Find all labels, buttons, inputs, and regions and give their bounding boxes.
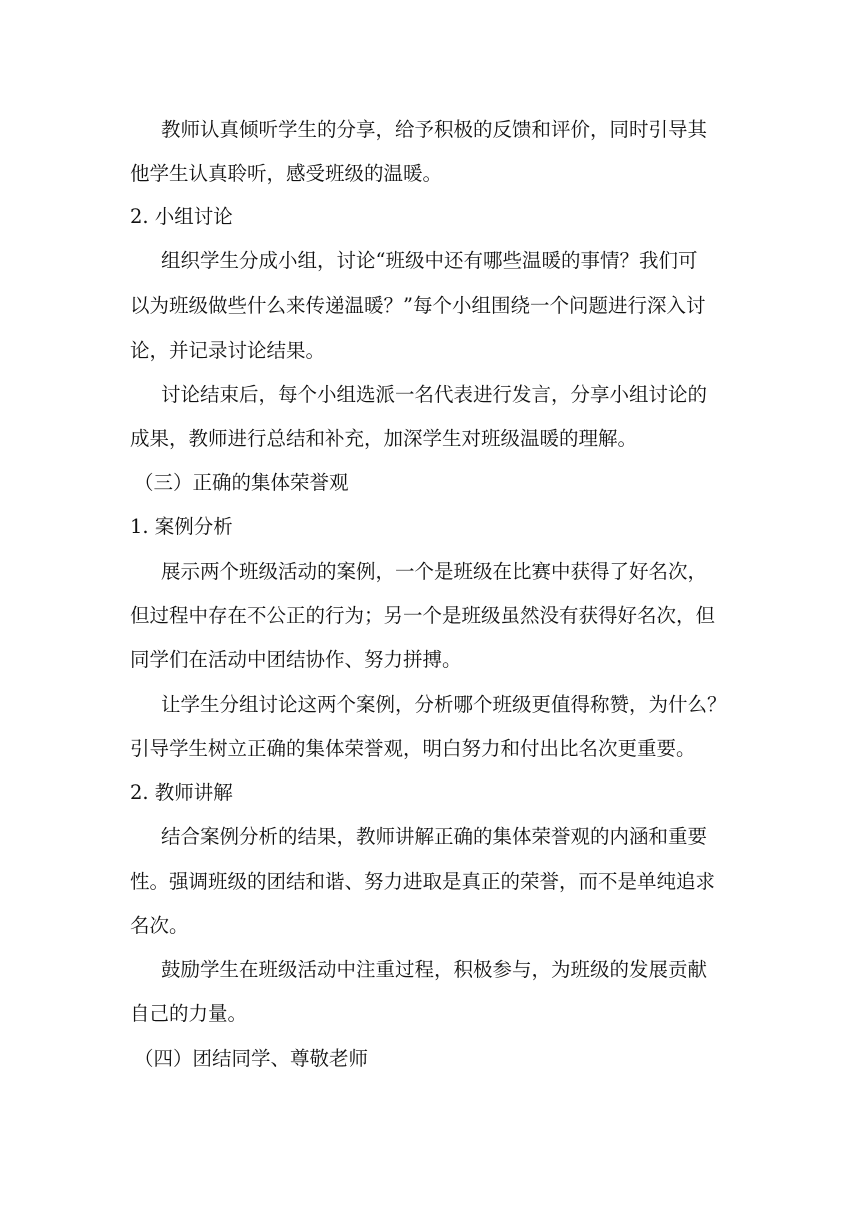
paragraph-line: 同学们在活动中团结协作、努力拼搏。 [130,648,462,671]
paragraph-line: 他学生认真聆听，感受班级的温暖。 [130,162,443,185]
paragraph-line: 但过程中存在不公正的行为；另一个是班级虽然没有获得好名次，但 [130,604,716,627]
paragraph-line: 鼓励学生在班级活动中注重过程，积极参与，为班级的发展贡献 [161,958,708,981]
section-heading: （三）正确的集体荣誉观 [134,471,349,494]
paragraph-line: 组织学生分成小组，讨论“班级中还有哪些温暖的事情？我们可 [161,249,698,272]
paragraph-line: 引导学生树立正确的集体荣誉观，明白努力和付出比名次更重要。 [130,737,696,760]
paragraph-line: 名次。 [130,914,189,937]
paragraph-line: 教师认真倾听学生的分享，给予积极的反馈和评价，同时引导其 [161,118,708,141]
paragraph-line: 成果，教师进行总结和补充，加深学生对班级温暖的理解。 [130,427,638,450]
section-heading: 1. 案例分析 [130,515,233,538]
paragraph-line: 自己的力量。 [130,1002,248,1025]
paragraph-line: 结合案例分析的结果，教师讲解正确的集体荣誉观的内涵和重要 [161,825,708,848]
paragraph-line: 让学生分组讨论这两个案例，分析哪个班级更值得称赞，为什么？ [161,693,727,716]
paragraph-line: 讨论结束后，每个小组选派一名代表进行发言，分享小组讨论的 [161,383,708,406]
paragraph-line: 展示两个班级活动的案例，一个是班级在比赛中获得了好名次， [161,560,708,583]
paragraph-line: 以为班级做些什么来传递温暖？”每个小组围绕一个问题进行深入讨 [130,294,706,317]
section-heading: （四）团结同学、尊敬老师 [134,1047,369,1070]
section-heading: 2. 小组讨论 [130,205,233,228]
section-heading: 2. 教师讲解 [130,781,233,804]
paragraph-line: 性。强调班级的团结和谐、努力进取是真正的荣誉，而不是单纯追求 [130,870,716,893]
paragraph-line: 论，并记录讨论结果。 [130,339,326,362]
